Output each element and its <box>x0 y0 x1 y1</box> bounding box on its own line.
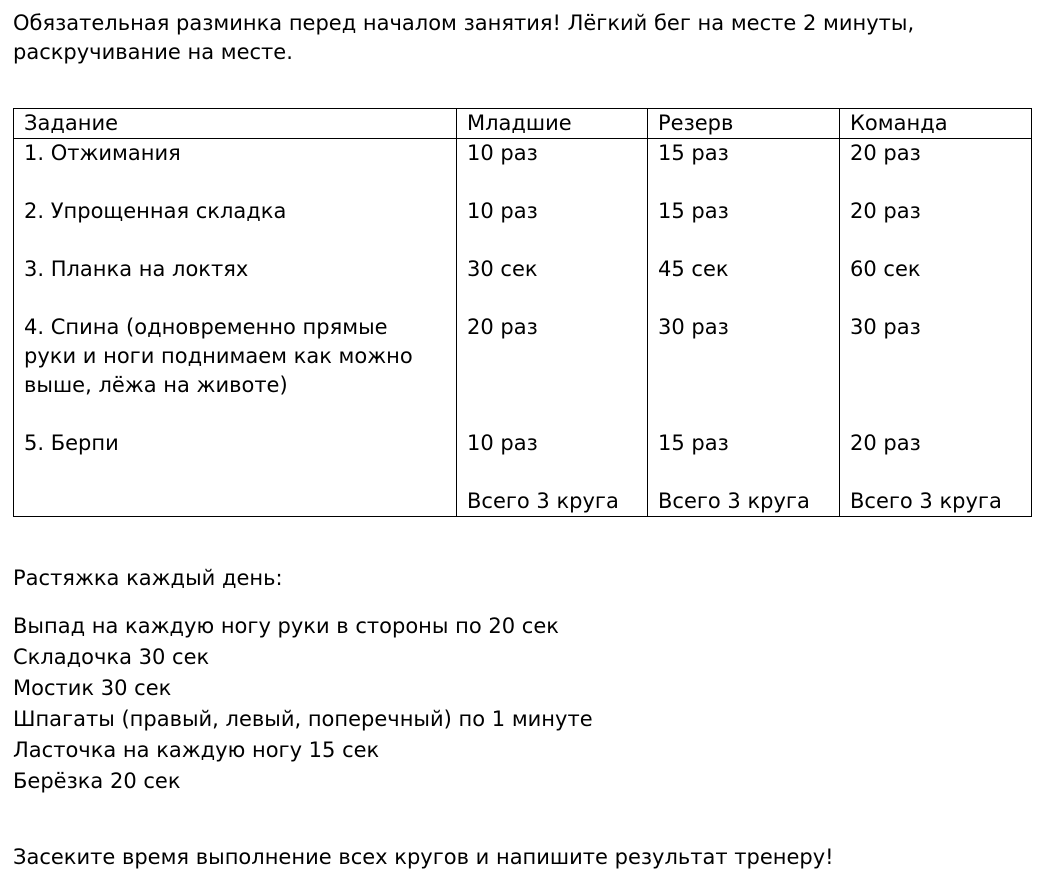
team-cell: 60 сек <box>840 255 1032 284</box>
task-cell <box>14 197 457 226</box>
spacer-row <box>14 284 1032 313</box>
header-reserve: Резерв <box>648 109 840 139</box>
team-cell: 30 раз <box>840 313 1032 400</box>
task-line: руки и ноги поднимаем как можно <box>24 344 413 368</box>
task-line: 2. Упрощенная складка <box>24 199 287 223</box>
document-page <box>13 9 1043 869</box>
list-item: Мостик 30 сек <box>13 676 172 700</box>
task-line: 1. Отжимания <box>24 141 181 165</box>
header-junior: Младшие <box>457 109 648 139</box>
task-cell <box>14 429 457 458</box>
intro-paragraph <box>13 9 1013 67</box>
intro-line-1: Обязательная разминка перед началом занятия! Лёгкий бег на месте 2 минуты, <box>13 11 915 35</box>
stretch-list <box>13 611 593 797</box>
spacer-row <box>14 226 1032 255</box>
junior-cell: 10 раз <box>457 139 648 169</box>
stretch-title: Растяжка каждый день: <box>13 566 283 590</box>
junior-cell: 30 сек <box>457 255 648 284</box>
table-row <box>14 255 1032 284</box>
header-task: Задание <box>14 109 457 139</box>
intro-line-2: раскручивание на месте. <box>13 40 293 64</box>
footer-note: Засеките время выполнение всех кругов и напишите результат тренеру! <box>13 845 834 869</box>
spacer-row <box>14 400 1032 429</box>
junior-cell: 10 раз <box>457 197 648 226</box>
reserve-cell: 15 раз <box>648 429 840 458</box>
list-item: Шпагаты (правый, левый, поперечный) по 1 минуте <box>13 707 593 731</box>
task-line: 4. Спина (одновременно прямые <box>24 315 388 339</box>
reserve-cell: 15 раз <box>648 139 840 169</box>
table-header-row <box>14 109 1032 139</box>
header-team: Команда <box>840 109 1032 139</box>
table-row <box>14 313 1032 400</box>
junior-total-cell: Всего 3 круга <box>457 487 648 517</box>
team-total-cell: Всего 3 круга <box>840 487 1032 517</box>
reserve-cell: 15 раз <box>648 197 840 226</box>
list-item: Складочка 30 сек <box>13 645 210 669</box>
team-cell: 20 раз <box>840 429 1032 458</box>
table-row <box>14 197 1032 226</box>
task-line: 5. Берпи <box>24 431 119 455</box>
task-cell <box>14 255 457 284</box>
reserve-cell: 45 сек <box>648 255 840 284</box>
task-line: 3. Планка на локтях <box>24 257 249 281</box>
spacer-row <box>14 458 1032 487</box>
team-cell: 20 раз <box>840 139 1032 169</box>
task-cell <box>14 139 457 169</box>
list-item: Берёзка 20 сек <box>13 769 181 793</box>
table-row <box>14 429 1032 458</box>
task-cell <box>14 313 457 400</box>
junior-cell: 10 раз <box>457 429 648 458</box>
spacer-row <box>14 168 1032 197</box>
reserve-total-cell: Всего 3 круга <box>648 487 840 517</box>
exercise-table <box>13 108 1032 517</box>
table-row <box>14 139 1032 169</box>
task-line: выше, лёжа на животе) <box>24 373 288 397</box>
list-item: Выпад на каждую ногу руки в стороны по 20 сек <box>13 614 559 638</box>
team-cell: 20 раз <box>840 197 1032 226</box>
totals-row <box>14 487 1032 517</box>
reserve-cell: 30 раз <box>648 313 840 400</box>
totals-empty-cell <box>14 487 457 517</box>
list-item: Ласточка на каждую ногу 15 сек <box>13 738 380 762</box>
junior-cell: 20 раз <box>457 313 648 400</box>
